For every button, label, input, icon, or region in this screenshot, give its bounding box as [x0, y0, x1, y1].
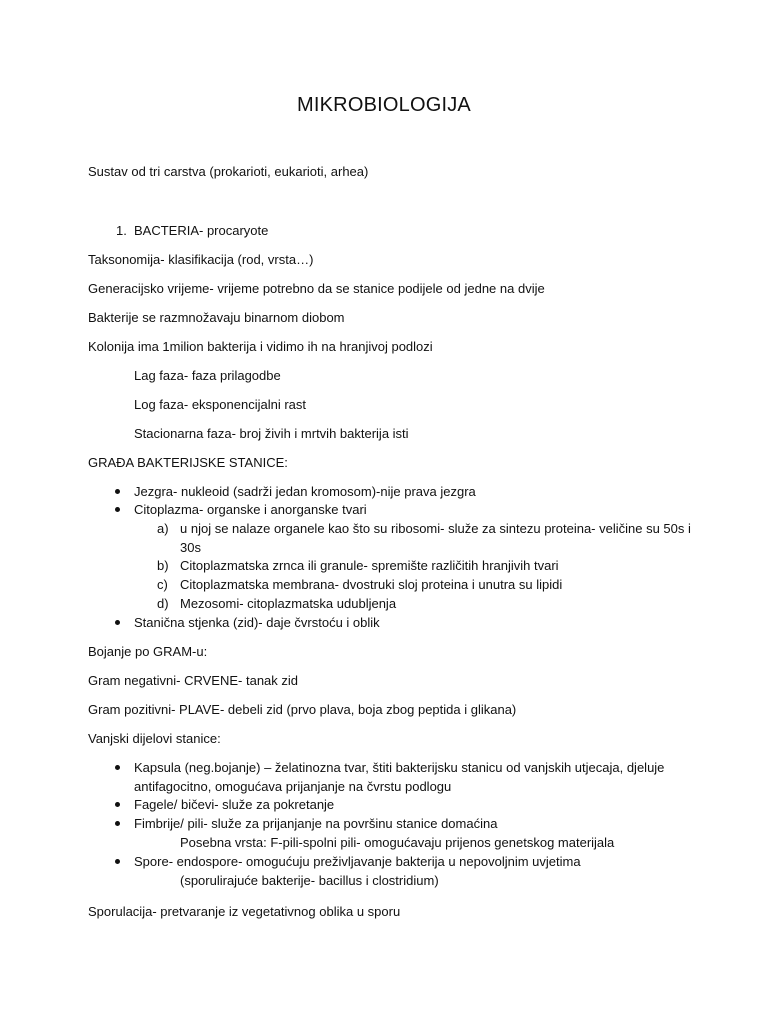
bullet-capsule: Kapsula (neg.bojanje) – želatinozna tvar, štiti bakterijsku stanicu od vanjskih utjecaja, djeluje	[134, 760, 665, 775]
sub-label-b: b)	[157, 558, 169, 573]
bullet-icon	[115, 620, 120, 625]
spores-subtext: (sporulirajuće bakterije- bacillus i clostridium)	[180, 873, 439, 888]
paragraph-reproduction: Bakterije se razmnožavaju binarnom diobom	[88, 310, 345, 325]
phase-lag: Lag faza- faza prilagodbe	[134, 368, 281, 383]
sub-item-ribosomes: u njoj se nalaze organele kao što su ribosomi- služe za sintezu proteina- veličine su 50s i	[180, 521, 691, 536]
gram-positive: Gram pozitivni- PLAVE- debeli zid (prvo plava, boja zbog peptida i glikana)	[88, 702, 517, 717]
section-heading: BACTERIA- procaryote	[134, 223, 269, 238]
paragraph-generation-time: Generacijsko vrijeme- vrijeme potrebno da se stanice podijele od jedne na dvije	[88, 281, 545, 296]
paragraph-colony: Kolonija ima 1milion bakterija i vidimo ih na hranjivoj podlozi	[88, 339, 433, 354]
sub-item-membrane: Citoplazmatska membrana- dvostruki sloj proteina i unutra su lipidi	[180, 577, 563, 592]
structure-heading: GRAĐA BAKTERIJSKE STANICE:	[88, 455, 288, 470]
bullet-icon	[115, 821, 120, 826]
gram-negative: Gram negativni- CRVENE- tanak zid	[88, 673, 299, 688]
bullet-icon	[115, 507, 120, 512]
intro-text: Sustav od tri carstva (prokarioti, eukarioti, arhea)	[88, 164, 369, 179]
section-number: 1.	[116, 223, 127, 238]
bullet-fimbriae: Fimbrije/ pili- služe za prijanjanje na površinu stanice domaćina	[134, 816, 498, 831]
gram-heading: Bojanje po GRAM-u:	[88, 644, 208, 659]
bullet-cell-wall: Stanična stjenka (zid)- daje čvrstoću i oblik	[134, 615, 380, 630]
phase-log: Log faza- eksponencijalni rast	[134, 397, 306, 412]
sub-label-d: d)	[157, 596, 169, 611]
document-title: MIKROBIOLOGIJA	[297, 94, 471, 116]
sub-item-ribosomes-cont: 30s	[180, 540, 201, 555]
paragraph-taxonomy: Taksonomija- klasifikacija (rod, vrsta…)	[88, 252, 314, 267]
bullet-cytoplasm: Citoplazma- organske i anorganske tvari	[134, 502, 367, 517]
bullet-icon	[115, 802, 120, 807]
bullet-flagella: Fagele/ bičevi- služe za pokretanje	[134, 797, 335, 812]
sub-item-mesosomes: Mezosomi- citoplazmatska udubljenja	[180, 596, 397, 611]
bullet-capsule-cont: antifagocitno, omogućava prijanjanje na čvrstu podlogu	[134, 779, 452, 794]
bullet-icon	[115, 489, 120, 494]
sub-label-a: a)	[157, 521, 169, 536]
phase-stationary: Stacionarna faza- broj živih i mrtvih bakterija isti	[134, 426, 409, 441]
bullet-nucleoid: Jezgra- nukleoid (sadrži jedan kromosom)-nije prava jezgra	[134, 484, 476, 499]
bullet-icon	[115, 765, 120, 770]
sub-item-granules: Citoplazmatska zrnca ili granule- spremište različitih hranjivih tvari	[180, 558, 559, 573]
fimbriae-subtext: Posebna vrsta: F-pili-spolni pili- omogućavaju prijenos genetskog materijala	[180, 835, 615, 850]
external-heading: Vanjski dijelovi stanice:	[88, 731, 221, 746]
sporulation-text: Sporulacija- pretvaranje iz vegetativnog oblika u sporu	[88, 904, 401, 919]
sub-label-c: c)	[157, 577, 168, 592]
bullet-spores: Spore- endospore- omogućuju preživljavanje bakterija u nepovoljnim uvjetima	[134, 854, 581, 869]
bullet-icon	[115, 859, 120, 864]
